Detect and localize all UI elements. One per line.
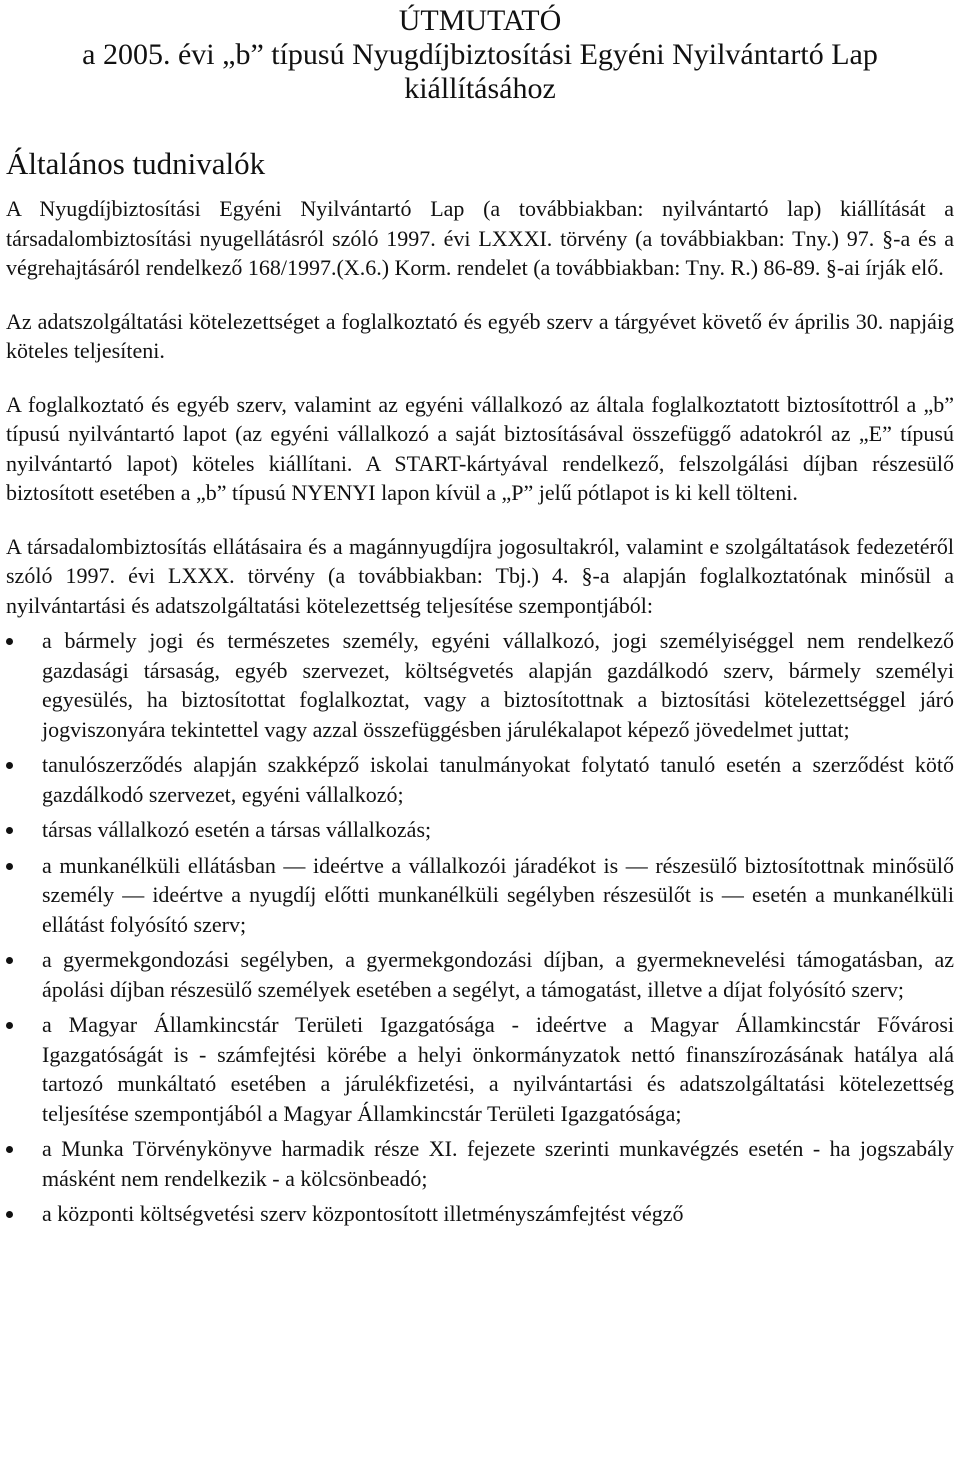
title-line-3: kiállításához — [404, 72, 556, 105]
title-line-2: a 2005. évi „b” típusú Nyugdíjbiztosítási Egyéni Nyilvántartó Lap — [82, 38, 878, 71]
bullet-icon — [6, 863, 13, 870]
bullet-icon — [6, 957, 13, 964]
list-item — [6, 1010, 954, 1128]
list-item — [6, 815, 954, 845]
bullet-icon — [6, 1022, 13, 1029]
paragraph-employer-definition: A társadalombiztosítás ellátásaira és a magánnyugdíjra jogosultakról, valamint e szolgáltatások fedezetéről szóló 1997. évi LXXX. törvény (a továbbiakban: Tbj.) 4. §-a alapján foglalkoztatónak minősül a nyilvántartási és adatszolgáltatási kötelezettség teljesítése szempontjából: — [6, 533, 954, 618]
section-heading: Általános tudnivalók — [6, 146, 266, 181]
bullet-icon — [6, 762, 13, 769]
list-item — [6, 851, 954, 940]
paragraph-deadline: Az adatszolgáltatási kötelezettséget a foglalkoztató és egyéb szerv a tárgyévet követő év április 30. napjáig köteles teljesíteni. — [6, 308, 954, 363]
list-item-text: a központi költségvetési szerv központosított illetményszámfejtést végző — [42, 1201, 684, 1226]
list-item — [6, 626, 954, 744]
list-item-text: a munkanélküli ellátásban — ideértve a vállalkozói járadékot is — részesülő biztosítottnak minősülő személy — ideértve a nyugdíj előtti munkanélküli segélyben részesülőt is — esetén a munkanélküli ellátást folyósító szerv; — [42, 852, 954, 937]
bullet-icon — [6, 1146, 13, 1153]
list-item-text: a gyermekgondozási segélyben, a gyermekgondozási díjban, a gyermeknevelési támogatásban, az ápolási díjban részesülő személyek esetében a segélyt, a támogatást, illetve a díjat folyósító szerv; — [42, 947, 954, 1002]
list-item — [6, 945, 954, 1004]
list-item-text: a Magyar Államkincstár Területi Igazgatósága - ideértve a Magyar Államkincstár Fővárosi Igazgatóságát is - számfejtési körébe a helyi önkormányzatok nettó finanszírozásának hatálya alá tartozó munkáltató esetében a járulékfizetési, a nyilvántartási és adatszolgáltatási kötelezettség teljesítése szempontjából a Magyar Államkincstár Területi Igazgatósága; — [42, 1012, 954, 1126]
list-item — [6, 1199, 954, 1229]
list-item-text: a bármely jogi és természetes személy, egyéni vállalkozó, jogi személyiséggel nem rendelkező gazdasági társaság, egyéb szervezet, költségvetés alapján gazdálkodó szerv, bármely személyi egyesülés, ha biztosítottat foglalkoztat, vagy a biztosítottnak a biztosítási kötelezettséggel járó jogviszonyára tekintettel vagy azzal összefüggésben járulékalapot képező jövedelmet juttat; — [42, 628, 954, 742]
bullet-icon — [6, 827, 13, 834]
title-line-1: ÚTMUTATÓ — [398, 4, 562, 37]
list-item-text: tanulószerződés alapján szakképző iskolai tanulmányokat folytató tanuló esetén a szerződést kötő gazdálkodó szervezet, egyéni vállalkozó; — [42, 752, 954, 807]
list-item — [6, 1134, 954, 1193]
bullet-icon — [6, 638, 13, 645]
employer-list — [6, 626, 954, 1229]
paragraph-obligation: A foglalkoztató és egyéb szerv, valamint az egyéni vállalkozó az általa foglalkoztatott biztosítottról a „b” típusú nyilvántartó lapot (az egyéni vállalkozó a saját biztosításával összefüggő adatokról az „E” típusú nyilvántartó lapot) köteles kiállítani. A START-kártyával rendelkező, felszolgálási díjban részesülő biztosított esetében a „b” típusú NYENYI lapon kívül a „P” jelű pótlapot is ki kell tölteni. — [6, 391, 954, 505]
paragraph-legal-basis: A Nyugdíjbiztosítási Egyéni Nyilvántartó Lap (a továbbiakban: nyilvántartó lap) kiállítását a társadalombiztosítási nyugellátásról szóló 1997. évi LXXXI. törvény (a továbbiakban: Tny.) 97. §-a és a végrehajtásáról rendelkező 168/1997.(X.6.) Korm. rendelet (a továbbiakban: Tny. R.) 86-89. §-ai írják elő. — [6, 196, 954, 280]
list-item-text: társas vállalkozó esetén a társas vállalkozás; — [42, 817, 432, 842]
list-item-text: a Munka Törvénykönyve harmadik része XI. fejezete szerinti munkavégzés esetén - ha jogszabály másként nem rendelkezik - a kölcsönbeadó; — [42, 1136, 954, 1191]
bullet-icon — [6, 1211, 13, 1218]
list-item — [6, 750, 954, 809]
document-title — [6, 4, 954, 106]
document-page — [6, 0, 954, 1235]
